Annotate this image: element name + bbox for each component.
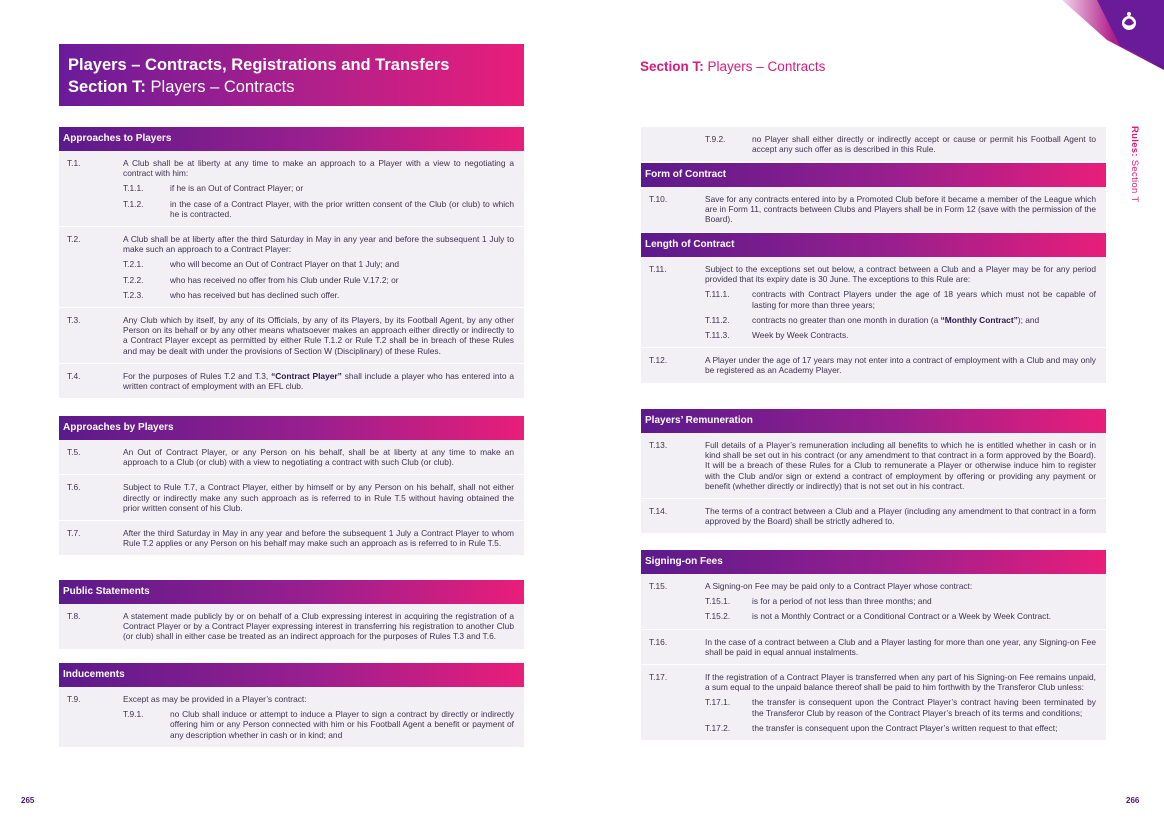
sub-rule: T.2.3. who has received but has declined such offer. — [123, 289, 340, 300]
sub-rule: T.17.1. the transfer is consequent upon the Contract Player’s contract having been terminated by the Transferor Club by reason of the Contract Player’s breach of its terms and conditions; — [705, 697, 1096, 718]
section-players-remuneration — [641, 409, 1106, 533]
sub-rule: T.2.2. who has received no offer from his Club under Rule V.17.2; or — [123, 274, 399, 285]
rule-t16: T.16. In the case of a contract between a Club and a Player lasting for more than one year, any Signing-on Fee shall be paid in equal annual instalments. — [641, 629, 1106, 664]
section-approaches-to-players — [59, 127, 524, 398]
sub-rule: T.1.1. if he is an Out of Contract Player; or — [123, 183, 304, 194]
sub-rule: T.11.1. contracts with Contract Players under the age of 18 years which must not be capable of lasting for more than three years; — [705, 289, 1096, 310]
rule-t8: T.8. A statement made publicly by or on behalf of a Club expressing interest in acquiring the registration of a Contract Player or by a Contract Player expressing interest in transferring his registration to another Club (or club) shall in either case be treated as an indirect approach for the purposes of Rules T.3 and T.6. — [67, 611, 514, 642]
section-heading: Form of Contract — [641, 163, 1106, 187]
right-page — [582, 0, 1164, 825]
page-number: 265 — [21, 796, 35, 805]
section-length-of-contract — [641, 233, 1106, 383]
section-heading: Signing-on Fees — [641, 550, 1106, 574]
sub-rule: T.1.2. in the case of a Contract Player, with the prior written consent of the Club (or club) to which he is contracted. — [123, 198, 514, 219]
rule-t14: T.14. The terms of a contract between a Club and a Player (including any amendment to that contract in a form approved by the Board) shall be strictly adhered to. — [641, 498, 1106, 533]
section-public-statements — [59, 580, 524, 649]
rule-t13: T.13. Full details of a Player’s remuneration including all benefits to which he is entitled whether in cash or in kind shall be set out in his contract (or any amendment to that contract in a form approved by the Board). It will be a breach of these Rules for a Club to remunerate a Player or otherwise induce him to register with the Club and/or sign or extend a contract of employment by offering or providing any payment or benefit (whether directly or indirectly) that is not set out in his contract. — [649, 440, 1096, 491]
sub-rule: T.15.2. is not a Monthly Contract or a Conditional Contract or a Week by Week Contract. — [705, 611, 1052, 622]
rule-t1: T.1. A Club shall be at liberty at any time to make an approach to a Player with a view to negotiating a contract with him: T.1.1. if he is an Out of Contract Player; or T.1.2. in the case of a Contract Player, with the prior written consent of the Club (or club) to which he is contracted. — [67, 158, 514, 219]
section-signing-on-fees — [641, 550, 1106, 740]
rule-t15: T.15. A Signing-on Fee may be paid only to a Contract Player whose contract: T.15.1. is for a period of not less than three months; and T.15.2. is not a Monthly Contract or a Conditional Contract or a Week by Week Contract. — [641, 574, 1106, 629]
rule-t9: T.9. Except as may be provided in a Player’s contract: T.9.1. no Club shall induce or attempt to induce a Player to sign a contract by directly or indirectly offering him or any Person connected with him or his Football Agent a benefit or payment of any description whether in cash or in kind; and — [67, 694, 514, 740]
chapter-title: Players – Contracts, Registrations and Transfers — [68, 56, 450, 74]
section-approaches-by-players — [59, 416, 524, 555]
rule-t9-2 — [641, 127, 1106, 161]
premier-league-corner-logo — [1062, 0, 1164, 70]
rule-t2: T.2. A Club shall be at liberty after the third Saturday in May in any year and before the subsequent 1 July to make such an approach to a Contract Player: T.2.1. who will become an Out of Contract Player on that 1 July; and T.2.2. who has received no offer from his Club under Rule V.17.2; or T.2.3. who has received but has declined such offer. — [59, 226, 524, 307]
section-heading: Approaches to Players — [59, 127, 524, 151]
section-heading: Players’ Remuneration — [641, 409, 1106, 433]
section-heading: Public Statements — [59, 580, 524, 604]
page-heading: Section T: Players – Contracts — [640, 59, 826, 74]
page-number: 266 — [1126, 796, 1140, 805]
rule-t6: T.6. Subject to Rule T.7, a Contract Player, either by himself or by any Person on his behalf, shall not either directly or indirectly make any such approach as is referred to in Rule T.5 without having obtained the prior written consent of his Club. — [59, 474, 524, 520]
section-continuation — [641, 127, 1106, 161]
sub-rule: T.11.3. Week by Week Contracts. — [705, 330, 849, 341]
rule-t17: T.17. If the registration of a Contract Player is transferred when any part of his Signing-on Fee remains unpaid, a sum equal to the unpaid balance thereof shall be paid to him forthwith by the Transferor Club unless: T.17.1. the transfer is consequent upon the Contract Player’s contract having been terminated by the Transferor Club by reason of the Contract Player’s breach of its terms and conditions; T.17.2. the transfer is consequent upon the Contract Player’s written request to that effect; — [641, 664, 1106, 740]
side-tab-label: Rules: Section T — [1129, 126, 1140, 203]
defined-term: “Contract Player” — [271, 370, 342, 381]
sub-rule: T.9.2. no Player shall either directly or indirectly accept or cause or permit his Football Agent to accept any such offer as is described in this Rule. — [705, 134, 1096, 155]
rule-t5: T.5. An Out of Contract Player, or any Person on his behalf, shall be at liberty at any time to make an approach to a Club (or club) with a view to negotiating a contract with such Club (or club). — [67, 447, 514, 468]
rule-t11: T.11. Subject to the exceptions set out below, a contract between a Club and a Player may be for any period provided that its expiry date is 30 June. The exceptions to this Rule are: T.11.1. contracts with Contract Players under the age of 18 years which must not be capable of lasting for more than three years; T.11.2. contracts no greater than one month in duration (a “Monthly Contract”); and T.11.3. Week by Week Contracts. — [649, 264, 1096, 341]
section-inducements — [59, 663, 524, 747]
sub-rule: T.9.1. no Club shall induce or attempt to induce a Player to sign a contract by directly or indirectly offering him or any Person connected with him or his Football Agent a benefit or payment of any description whether in cash or in kind; and — [123, 709, 514, 740]
sub-rule: T.15.1. is for a period of not less than three months; and — [705, 596, 932, 607]
sub-rule: T.2.1. who will become an Out of Contract Player on that 1 July; and — [123, 259, 400, 270]
section-form-of-contract — [641, 163, 1106, 232]
section-heading: Length of Contract — [641, 233, 1106, 257]
sub-rule: T.17.2. the transfer is consequent upon the Contract Player’s written request to that effect; — [705, 722, 1058, 733]
rule-t4: T.4. For the purposes of Rules T.2 and T.3, “Contract Player” shall include a player who has entered into a written contract of employment with an EFL club. — [59, 363, 524, 398]
section-heading: Inducements — [59, 663, 524, 687]
rule-t3: T.3. Any Club which by itself, by any of its Officials, by any of its Players, by its Football Agent, by any other Person on its behalf or by any other means whatsoever makes an approach either directly or indirectly to a Contract Player except as permitted by either Rule T.1.2 or Rule T.2 shall be in breach of these Rules and may be dealt with under the provisions of Section W (Disciplinary) of these Rules. — [59, 307, 524, 363]
defined-term: “Monthly Contract” — [940, 314, 1018, 325]
section-heading: Approaches by Players — [59, 416, 524, 440]
rule-t7: T.7. After the third Saturday in May in any year and before the subsequent 1 July a Contract Player to whom Rule T.2 applies or any Person on his behalf may make such an approach as is referred to in Rule T.5. — [59, 520, 524, 555]
rule-t10: T.10. Save for any contracts entered into by a Promoted Club before it became a member of the League which are in Form 11, contracts between Clubs and Players shall be in Form 12 (save with the permission of the Board). — [649, 194, 1096, 225]
rule-t12: T.12. A Player under the age of 17 years may not enter into a contract of employment with a Club and may only be registered as an Academy Player. — [641, 347, 1106, 382]
chapter-title-banner — [59, 44, 524, 106]
sub-rule: T.11.2. contracts no greater than one month in duration (a “Monthly Contract”); and — [705, 314, 1040, 325]
section-subtitle: Section T: Players – Contracts — [68, 78, 295, 96]
